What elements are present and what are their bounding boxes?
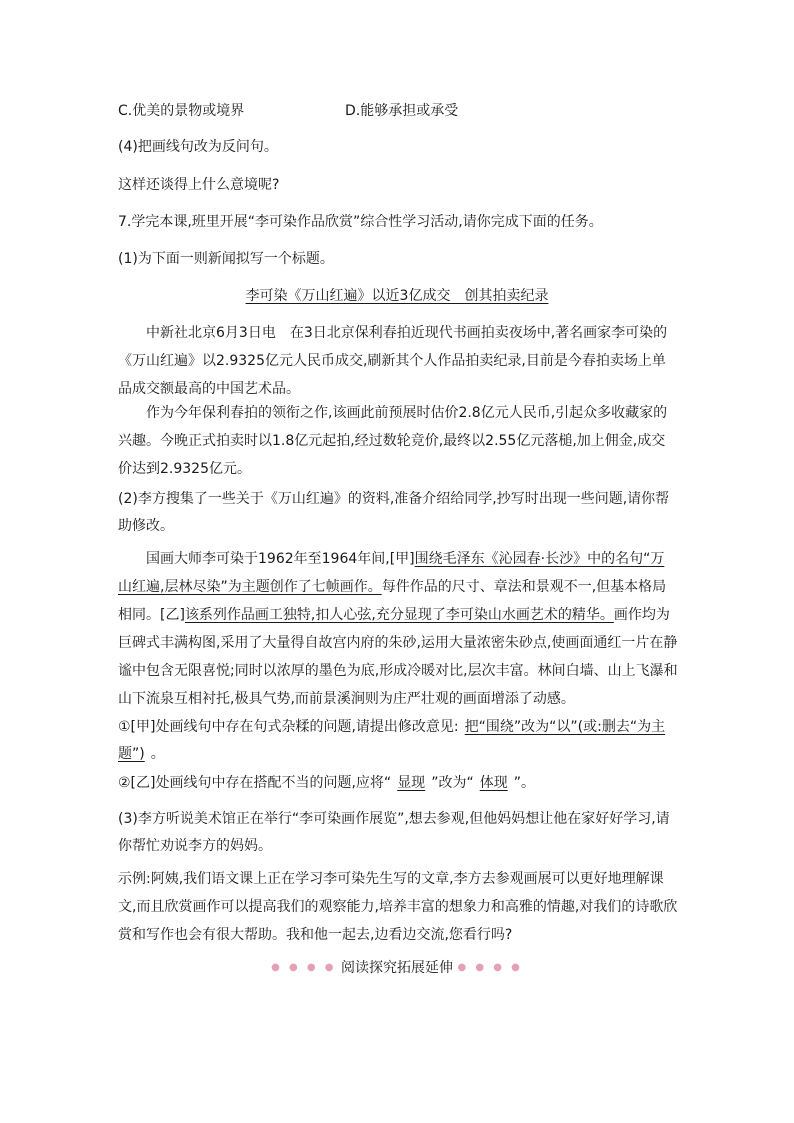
left-dots-decoration: ● ● ● ● [271,962,337,973]
passage-text [118,545,678,713]
news-paragraph-1 [118,319,678,403]
news-paragraph-2 [118,399,678,483]
passage-part-a: 国画大师李可染于1962年至1964年间,[甲] [146,551,415,567]
section-title: 阅读探究拓展延伸 [341,960,453,976]
q4-answer: 这样还谈得上什么意境呢? [118,177,280,193]
q7-intro: 7.学完本课,班里开展“李可染作品欣赏”综合性学习活动,请你完成下面的任务。 [118,214,603,230]
task3-label-text: (3)李方听说美术馆正在举行“李可染画作展览”,想去参观,但他妈妈想让他在家好好学习,请你帮忙劝说李方的妈妈。 [118,811,670,854]
news-p1-text: 中新社北京6月3日电 在3日北京保利春拍近现代书画拍卖夜场中,著名画家李可染的《万山红遍》以2.9325亿元人民币成交,刷新其个人作品拍卖纪录,目前是今春拍卖场上单品成交额最高的中国艺术品。 [118,325,668,397]
section-heading [0,958,794,978]
passage-part-b: 每件作品的尺寸、章法和景观不一,但基本格局相同。[乙] [118,579,667,623]
q2-1-text [118,714,678,768]
q4-label: (4)把画线句改为反问句。 [118,139,278,155]
q2-1-answer: 把“围绕”改为“以”(或:删去“为主题”) [118,719,666,762]
task2-label-text: (2)李方搜集了一些关于《万山红遍》的资料,准备介绍给同学,抄写时出现一些问题,请你帮助修改。 [118,491,670,534]
q2-2-prompt: ②[乙]处画线句中存在搭配不当的问题,应将“ [118,775,392,791]
option-c: C.优美的景物或境界 [118,103,245,119]
task3-example-text: 示例:阿姨,我们语文课上正在学习李可染先生写的文章,李方去参观画展可以更好地理解课文,而且欣赏画作可以提高我们的观察能力,培养丰富的想象力和高雅的情趣,对我们的诗歌欣赏和写作也会有很大帮助。我和他一起去,边看边交流,您看行吗? [118,871,678,943]
right-dots-decoration: ● ● ● ● [457,962,523,973]
q2-1 [118,714,678,768]
task3-example [118,865,678,949]
q2-2-end: ”。 [513,775,535,791]
news-p2-text: 作为今年保利春拍的领衔之作,该画此前预展时估价2.8亿元人民币,引起众多收藏家的兴趣。今晚正式拍卖时以1.8亿元起拍,经过数轮竞价,最终以2.55亿元落槌,加上佣金,成交价达到2.9325亿元。 [118,405,668,477]
passage-underline-jia: 围绕毛泽东《沁园春·长沙》中的名句“万山红遍,层林尽染”为主题创作了七帧画作。 [118,551,665,595]
q2-1-end: 。 [150,746,165,762]
q2-2 [118,773,535,793]
passage [118,545,678,713]
task2-label [118,486,678,540]
q2-2-mid: ”改为“ [431,775,474,791]
passage-part-c: 画作均为巨碑式丰满构图,采用了大量得自故宫内府的朱砂,运用大量浓密朱砂点,使画面通红一片在静谧中包含无限喜悦;同时以浓厚的墨色为底,形成冷暖对比,层次丰富。林间白墙、山上飞瀑和山下流泉互相衬托,极具气势,而前景溪涧则为庄严壮观的画面增添了动感。 [118,607,678,707]
option-d: D.能够承担或承受 [345,103,459,119]
q2-2-answer-1: 显现 [397,775,426,791]
news-headline: 李可染《万山红遍》以近3亿成交 创其拍卖纪录 [245,288,549,304]
q2-1-prompt: ①[甲]处画线句中存在句式杂糅的问题,请提出修改意见: [118,719,459,735]
task3-label [118,806,678,860]
task1-label: (1)为下面一则新闻拟写一个标题。 [118,251,334,267]
passage-underline-yi: 该系列作品画工独特,扣人心弦,充分显现了李可染山水画艺术的精华。 [184,607,614,623]
q2-2-answer-2: 体现 [479,775,508,791]
